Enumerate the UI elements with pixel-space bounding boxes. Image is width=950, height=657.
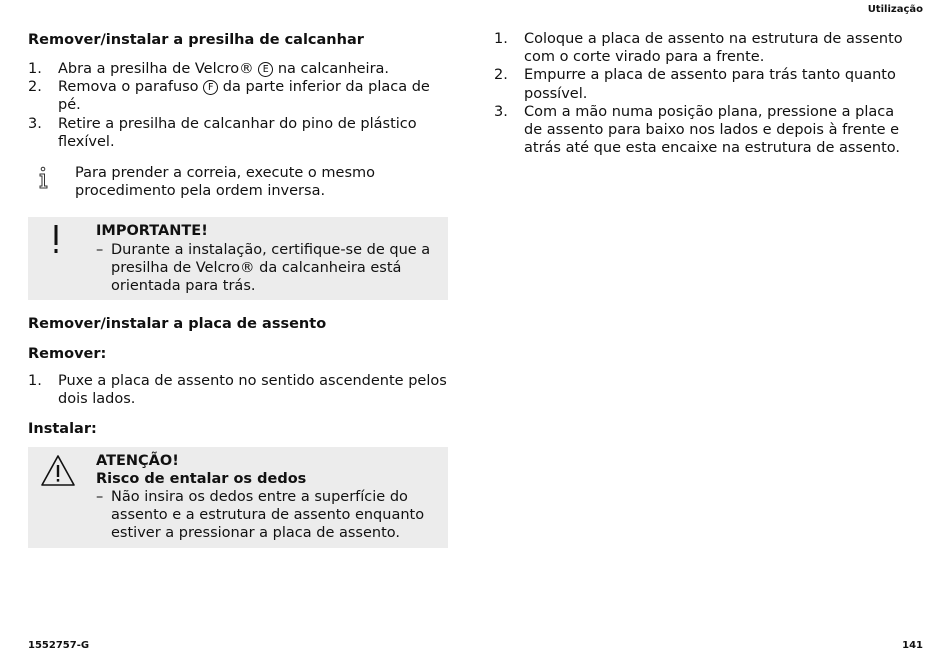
document-number: 1552757-G bbox=[28, 640, 90, 651]
exclamation-icon bbox=[52, 225, 60, 259]
section-header: Utilização bbox=[867, 4, 923, 15]
right-column bbox=[494, 30, 916, 157]
list-item: 3. Com a mão numa posição plana, pressione a placa de assento para baixo nos lados e depois à frente e atrás até que esta encaixe na estrutura de assento. bbox=[494, 103, 901, 157]
list-item: 1. Puxe a placa de assento no sentido ascendente pelos dois lados. bbox=[28, 373, 447, 408]
install-steps bbox=[494, 30, 916, 157]
info-icon bbox=[37, 166, 51, 195]
list-item: 1. Abra a presilha de Velcro® E na calcanheira. bbox=[28, 61, 390, 77]
callout-e: E bbox=[258, 62, 273, 77]
list-item: 1. Coloque a placa de assento na estrutura de assento com o corte virado para a frente. bbox=[494, 31, 903, 66]
important-box bbox=[28, 217, 448, 300]
warning-subtitle: Risco de entalar os dedos bbox=[96, 470, 307, 487]
page-number: 141 bbox=[902, 640, 923, 651]
list-item: 3. Retire a presilha de calcanhar do pino de plástico flexível. bbox=[28, 115, 417, 150]
list-item: 2. Remova o parafuso F da parte inferior da placa de pé. bbox=[28, 79, 430, 114]
warning-title: ATENÇÃO! bbox=[96, 452, 179, 469]
warning-triangle-icon bbox=[40, 454, 76, 491]
heading-seat-plate: Remover/instalar a placa de assento bbox=[28, 316, 327, 333]
important-item: – Durante a instalação, certifique-se de que a presilha de Velcro® da calcanheira está orientada para trás. bbox=[96, 241, 431, 295]
remove-label: Remover: bbox=[28, 346, 107, 363]
list-item: 2. Empurre a placa de assento para trás tanto quanto possível. bbox=[494, 67, 896, 102]
left-column bbox=[28, 30, 448, 548]
warning-box bbox=[28, 447, 448, 548]
callout-f: F bbox=[203, 80, 218, 95]
info-note: Para prender a correia, execute o mesmo procedimento pela ordem inversa. bbox=[28, 164, 448, 200]
heading-heel-strap: Remover/instalar a presilha de calcanhar bbox=[28, 32, 364, 48]
warning-item: – Não insira os dedos entre a superfície do assento e a estrutura de assento enquanto estiver a pressionar a placa de assento. bbox=[96, 489, 425, 542]
important-title: IMPORTANTE! bbox=[96, 223, 208, 240]
install-label: Instalar: bbox=[28, 420, 97, 437]
heel-strap-steps bbox=[28, 60, 448, 151]
remove-steps bbox=[28, 372, 448, 408]
